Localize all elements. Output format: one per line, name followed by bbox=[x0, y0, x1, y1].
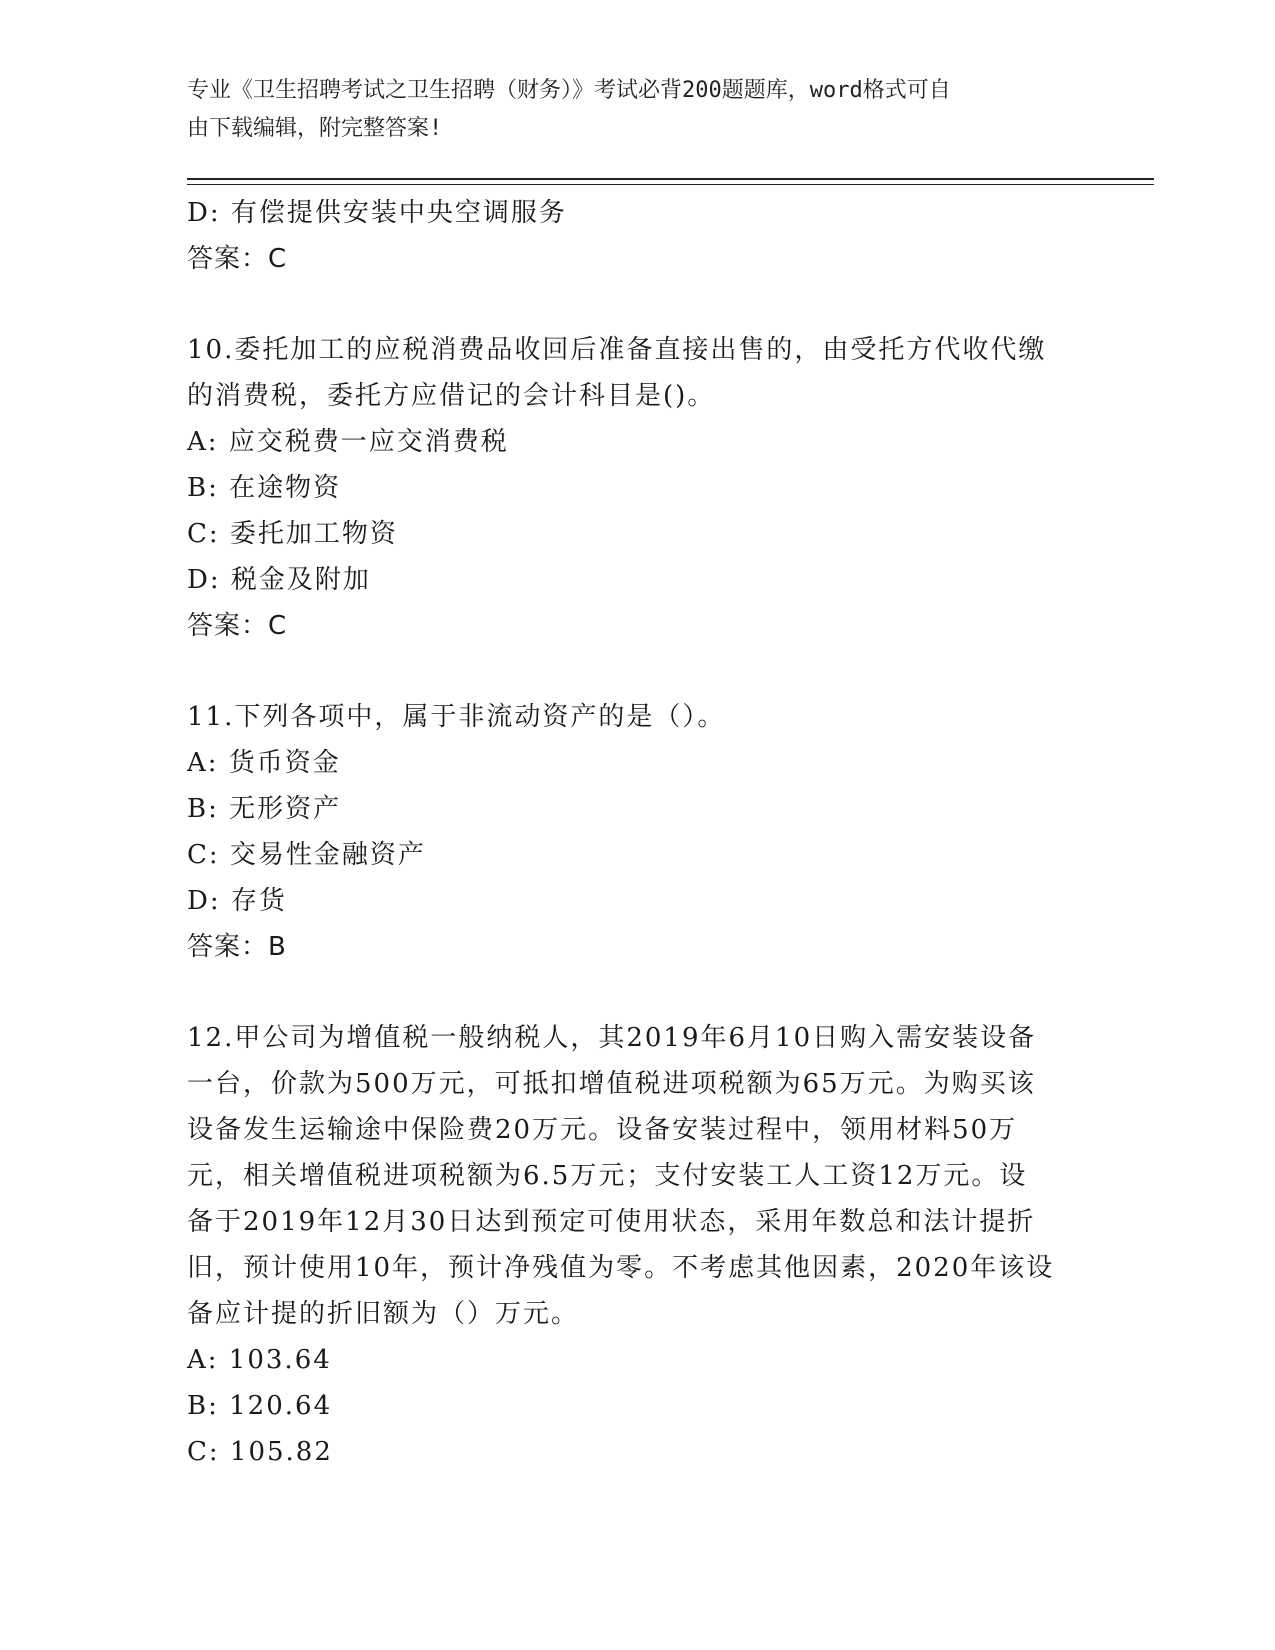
q12-option-c: C: 105.82 bbox=[187, 1437, 333, 1467]
q10-answer: 答案：C bbox=[187, 611, 288, 641]
header-line-1: 专业《卫生招聘考试之卫生招聘（财务）》考试必背200题题库，word格式可自 bbox=[187, 78, 951, 103]
q12-option-a: A: 103.64 bbox=[187, 1345, 332, 1375]
q10-option-c: C: 委托加工物资 bbox=[187, 519, 398, 549]
header-line-2: 由下载编辑，附完整答案! bbox=[187, 116, 443, 141]
q12-stem-line-2: 一台，价款为500万元，可抵扣增值税进项税额为65万元。为购买该 bbox=[187, 1069, 1036, 1099]
q10-option-d: D: 税金及附加 bbox=[187, 565, 371, 595]
q11-answer: 答案：B bbox=[187, 932, 287, 962]
q9-option-d: D: 有偿提供安装中央空调服务 bbox=[187, 198, 567, 228]
q12-stem-line-7: 备应计提的折旧额为（）万元。 bbox=[187, 1299, 580, 1329]
page-header bbox=[187, 72, 1067, 148]
question-content bbox=[187, 190, 1087, 1475]
question-9 bbox=[187, 190, 1087, 282]
q12-option-b: B: 120.64 bbox=[187, 1391, 333, 1421]
q12-stem-line-6: 旧，预计使用10年，预计净残值为零。不考虑其他因素，2020年该设 bbox=[187, 1253, 1055, 1283]
header-divider-thin bbox=[187, 184, 1154, 185]
q12-stem-line-5: 备于2019年12月30日达到预定可使用状态，采用年数总和法计提折 bbox=[187, 1207, 1036, 1237]
q11-stem-line-1: 11.下列各项中，属于非流动资产的是（）。 bbox=[187, 702, 726, 732]
question-11 bbox=[187, 694, 1087, 970]
q10-stem-line-2: 的消费税，委托方应借记的会计科目是()。 bbox=[187, 381, 716, 411]
q10-stem-line-1: 10.委托加工的应税消费品收回后准备直接出售的，由受托方代收代缴 bbox=[187, 335, 1047, 365]
q10-option-a: A: 应交税费一应交消费税 bbox=[187, 427, 509, 457]
header-divider-thick bbox=[187, 178, 1154, 180]
q12-stem-line-1: 12.甲公司为增值税一般纳税人，其2019年6月10日购入需安装设备 bbox=[187, 1023, 1037, 1053]
q12-stem-line-4: 元，相关增值税进项税额为6.5万元；支付安装工人工资12万元。设 bbox=[187, 1161, 1028, 1191]
q10-option-b: B: 在途物资 bbox=[187, 473, 342, 503]
q9-answer: 答案：C bbox=[187, 244, 288, 274]
q11-option-a: A: 货币资金 bbox=[187, 748, 341, 778]
spacer bbox=[187, 970, 1087, 1015]
q11-option-d: D: 存货 bbox=[187, 886, 287, 916]
spacer bbox=[187, 282, 1087, 327]
spacer bbox=[187, 649, 1087, 694]
q12-stem-line-3: 设备发生运输途中保险费20万元。设备安装过程中，领用材料50万 bbox=[187, 1115, 1018, 1145]
question-10 bbox=[187, 327, 1087, 649]
q11-option-b: B: 无形资产 bbox=[187, 794, 342, 824]
question-12 bbox=[187, 1015, 1087, 1475]
q11-option-c: C: 交易性金融资产 bbox=[187, 840, 426, 870]
